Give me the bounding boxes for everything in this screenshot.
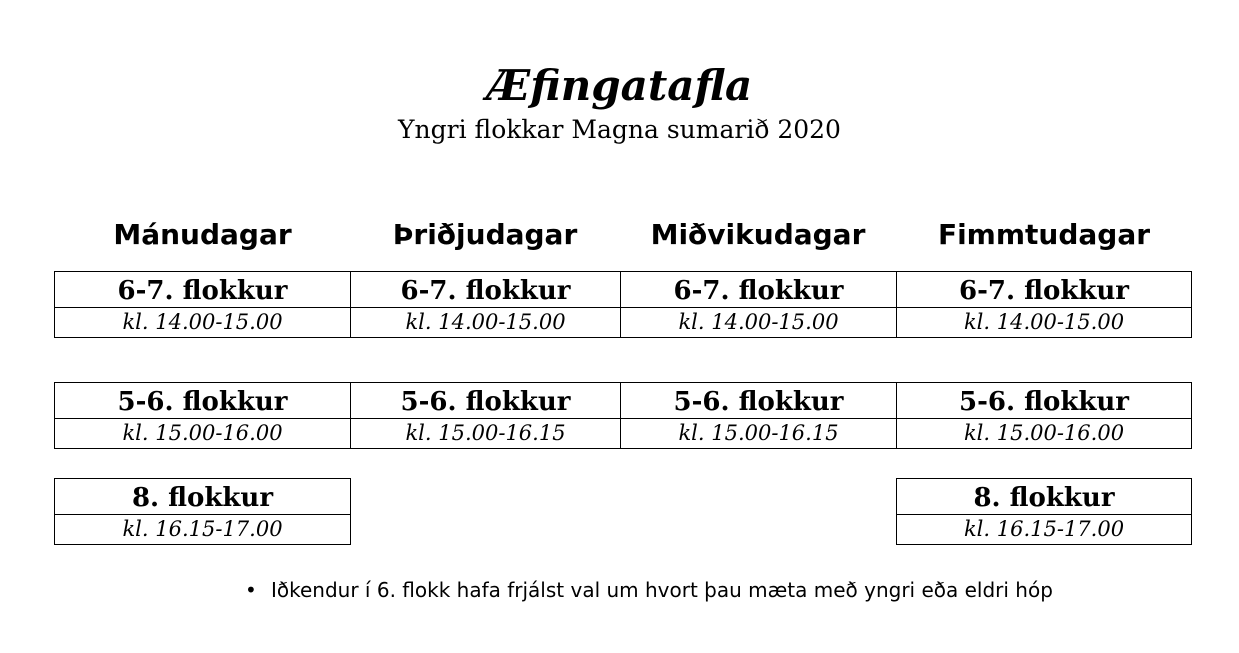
session-time: kl. 15.00-16.00 — [122, 421, 283, 445]
bullet-icon: • — [245, 578, 257, 602]
session-group: 6-7. flokkur — [621, 272, 896, 308]
session-time: kl. 16.15-17.00 — [963, 517, 1125, 541]
session-time: kl. 15.00-16.00 — [963, 421, 1125, 445]
session-cell-thursday-1 — [896, 271, 1192, 338]
page-subtitle: Yngri flokkar Magna sumarið 2020 — [398, 115, 841, 144]
session-cell-tuesday-2 — [350, 382, 621, 449]
session-time: kl. 16.15-17.00 — [122, 517, 283, 541]
session-cell-wednesday-1 — [620, 271, 897, 338]
session-group: 5-6. flokkur — [55, 383, 350, 419]
session-cell-wednesday-2 — [620, 382, 897, 449]
day-header-wednesday: Miðvikudagar — [650, 218, 866, 251]
session-cell-monday-3 — [54, 478, 351, 545]
session-group: 8. flokkur — [55, 479, 350, 515]
session-cell-monday-2 — [54, 382, 351, 449]
session-group: 6-7. flokkur — [55, 272, 350, 308]
session-cell-thursday-3 — [896, 478, 1192, 545]
session-time: kl. 15.00-16.15 — [405, 421, 566, 445]
session-group: 5-6. flokkur — [897, 383, 1191, 419]
session-time: kl. 14.00-15.00 — [122, 310, 283, 334]
footnote-text: Iðkendur í 6. flokk hafa frjálst val um hvort þau mæta með yngri eða eldri hóp — [271, 578, 1053, 602]
session-time: kl. 14.00-15.00 — [678, 310, 839, 334]
session-time: kl. 15.00-16.15 — [678, 421, 839, 445]
day-header-thursday: Fimmtudagar — [937, 218, 1151, 251]
day-header-tuesday: Þriðjudagar — [392, 218, 578, 251]
session-time: kl. 14.00-15.00 — [405, 310, 566, 334]
session-group: 8. flokkur — [897, 479, 1191, 515]
session-cell-thursday-2 — [896, 382, 1192, 449]
session-cell-monday-1 — [54, 271, 351, 338]
footnote — [245, 576, 1053, 604]
page-title: Æfingatafla — [486, 61, 753, 110]
session-time: kl. 14.00-15.00 — [963, 310, 1125, 334]
session-group: 5-6. flokkur — [351, 383, 620, 419]
session-group: 5-6. flokkur — [621, 383, 896, 419]
session-cell-tuesday-1 — [350, 271, 621, 338]
session-group: 6-7. flokkur — [351, 272, 620, 308]
session-group: 6-7. flokkur — [897, 272, 1191, 308]
day-header-monday: Mánudagar — [113, 218, 292, 251]
